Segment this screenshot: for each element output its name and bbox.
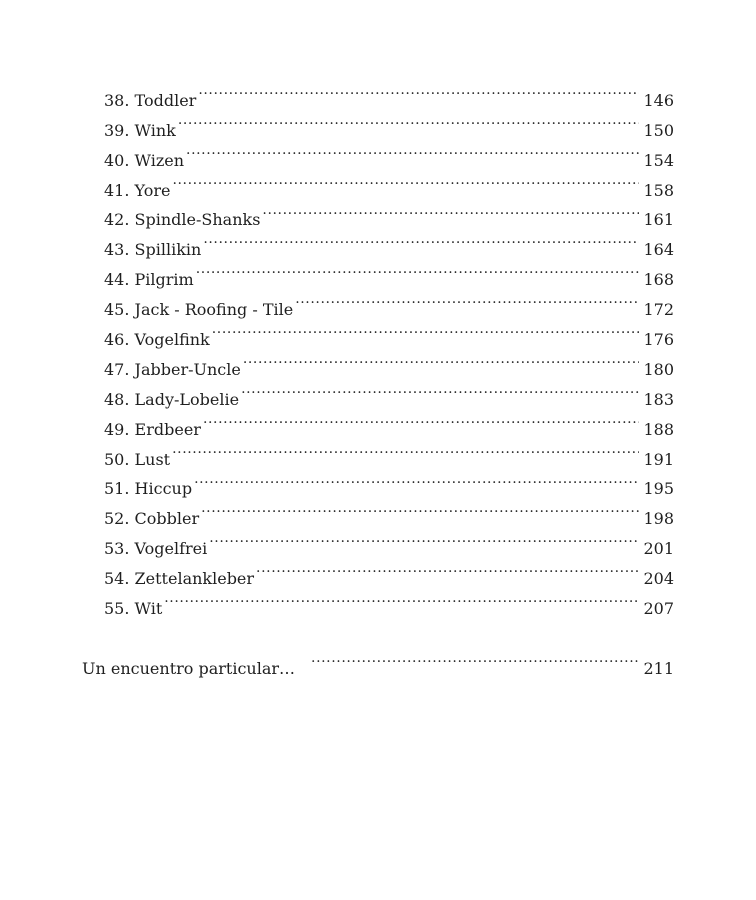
toc-chapter-list: [104, 76, 674, 619]
toc-entry[interactable]: [104, 584, 674, 619]
toc-entry-page: 164: [643, 240, 674, 260]
toc-entry[interactable]: [104, 106, 674, 140]
toc-entry-title: 55. Wit: [104, 599, 163, 619]
toc-entry-title: 52. Cobbler: [104, 509, 200, 529]
dot-leader: [311, 644, 639, 674]
toc-entry-page: 195: [643, 479, 674, 499]
toc-entry-page: 191: [643, 449, 674, 469]
dot-leader: [196, 255, 640, 285]
dot-leader: [164, 584, 639, 614]
toc-entry[interactable]: [104, 136, 674, 170]
toc-entry-title: 43. Spillikin: [104, 240, 202, 260]
toc-entry-page: 150: [643, 120, 674, 140]
toc-entry-page: 204: [643, 569, 674, 589]
dot-leader: [209, 524, 639, 554]
toc-entry-title: 50. Lust: [104, 449, 171, 469]
dot-leader: [203, 405, 640, 435]
dot-leader: [241, 375, 639, 405]
toc-entry-page: 180: [643, 359, 674, 379]
toc-entry-page: 207: [643, 599, 674, 619]
dot-leader: [198, 76, 639, 106]
toc-entry[interactable]: [104, 435, 674, 469]
dot-leader: [178, 106, 640, 136]
dot-leader: [203, 225, 639, 255]
toc-entry-page: 183: [643, 389, 674, 409]
toc-entry-page: 161: [643, 210, 674, 230]
dot-leader: [262, 196, 639, 226]
dot-leader: [256, 554, 639, 584]
toc-entry-title: 54. Zettelankleber: [104, 569, 255, 589]
toc-epilogue-title: Un encuentro particular…: [82, 658, 296, 678]
toc-entry-page: 172: [643, 300, 674, 320]
toc-entry-page: 168: [643, 270, 674, 290]
toc-entry-page: 198: [643, 509, 674, 529]
toc-entry-title: 41. Yore: [104, 180, 171, 200]
dot-leader: [295, 285, 639, 315]
toc-entry-title: 48. Lady-Lobelie: [104, 389, 240, 409]
toc-entry-title: 45. Jack - Roofing - Tile: [104, 300, 294, 320]
toc-entry[interactable]: [104, 196, 674, 230]
toc-entry-title: 40. Wizen: [104, 150, 185, 170]
toc-entry-title: 49. Erdbeer: [104, 419, 201, 439]
toc-entry-page: 154: [643, 150, 674, 170]
toc-entry-page: 176: [643, 330, 674, 350]
toc-entry-page: 188: [643, 419, 674, 439]
toc-entry[interactable]: [104, 465, 674, 499]
toc-entry-title: 51. Hiccup: [104, 479, 193, 499]
dot-leader: [201, 494, 639, 524]
toc-epilogue-entry[interactable]: [82, 644, 674, 678]
dot-leader: [172, 166, 639, 196]
toc-entry-title: 44. Pilgrim: [104, 270, 194, 290]
toc-entry-title: 47. Jabber-Uncle: [104, 359, 241, 379]
dot-leader: [194, 465, 639, 495]
dot-leader: [172, 435, 639, 465]
toc-entry-title: 46. Vogelfink: [104, 330, 210, 350]
toc-entry-page: 146: [643, 90, 674, 110]
dot-leader: [243, 345, 640, 375]
toc-entry-page: 201: [643, 539, 674, 559]
toc-epilogue-page: 211: [643, 658, 674, 678]
dot-leader: [186, 136, 639, 166]
toc-entry[interactable]: [104, 166, 674, 200]
toc-entry-page: 158: [643, 180, 674, 200]
dot-leader: [212, 315, 640, 345]
toc-entry[interactable]: [104, 76, 674, 110]
toc-entry-title: 42. Spindle-Shanks: [104, 210, 261, 230]
toc-entry-title: 39. Wink: [104, 120, 176, 140]
toc-entry-title: 53. Vogelfrei: [104, 539, 208, 559]
toc-entry-title: 38. Toddler: [104, 90, 197, 110]
